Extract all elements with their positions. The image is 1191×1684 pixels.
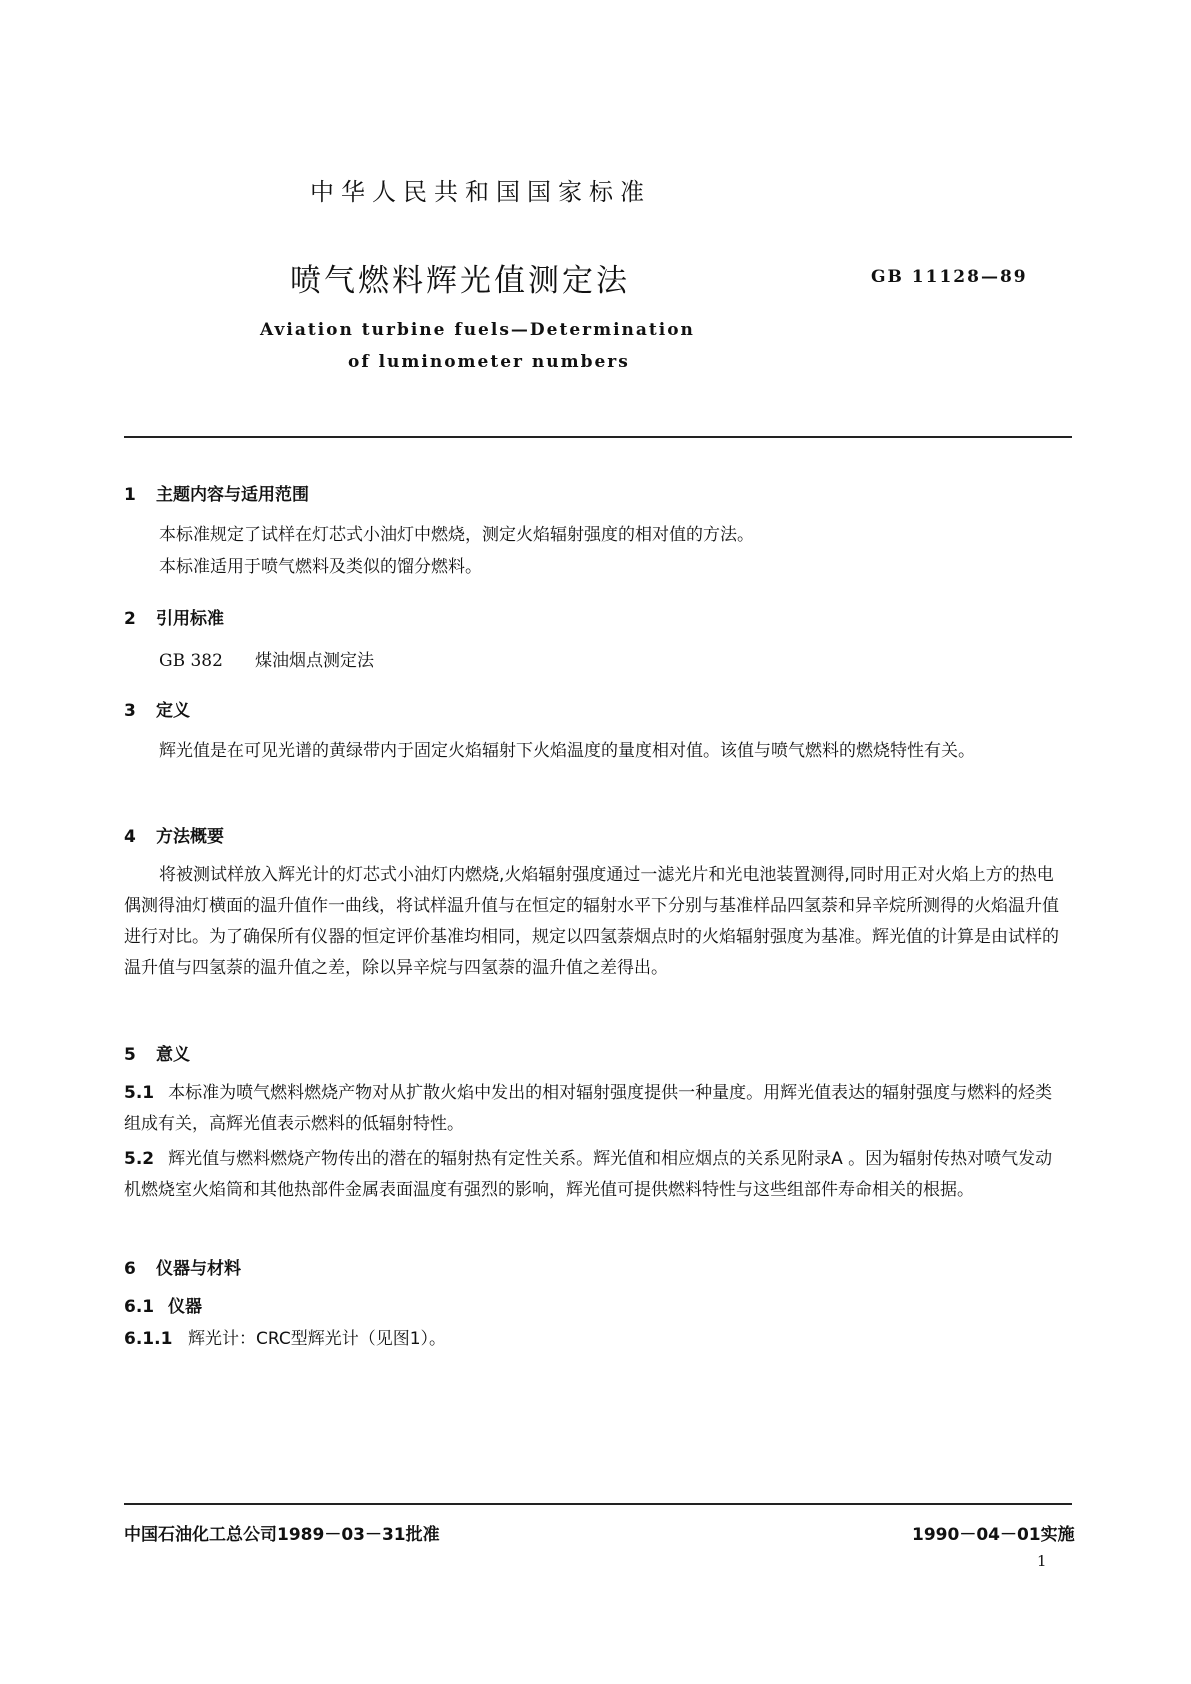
section-number: 4	[124, 827, 136, 847]
section-title: 引用标准	[156, 609, 224, 629]
section-4-heading	[124, 822, 224, 847]
clause-5-1	[124, 1078, 1064, 1140]
clause-text: 辉光值与燃料燃烧产物传出的潜在的辐射热有定性关系。辉光值和相应烟点的关系见附录A 。因为辐射传热对喷气发动机燃烧室火焰筒和其他热部件金属表面温度有强烈的影响，辉光值可提供燃料特性与这些组部件寿命相关的根据。	[124, 1149, 1053, 1200]
section-number: 6	[124, 1259, 136, 1279]
reference-name: 煤油烟点测定法	[255, 651, 374, 671]
effective-date: 1990－04－01实施	[912, 1525, 1075, 1545]
section-title: 意义	[156, 1045, 190, 1065]
clause-number: 5.1	[124, 1083, 155, 1103]
section-4-paragraph: 将被测试样放入辉光计的灯芯式小油灯内燃烧,火焰辐射强度通过一滤光片和光电池装置测得,同时用正对火焰上方的热电偶测得油灯横面的温升值作一曲线，将试样温升值与在恒定的辐射水平下分别与基准样品四氢萘和异辛烷所测得的火焰温升值进行对比。为了确保所有仪器的恒定评价基准均相同，规定以四氢萘烟点时的火焰辐射强度为基准。辉光值的计算是由试样的温升值与四氢萘的温升值之差，除以异辛烷与四氢萘的温升值之差得出。	[124, 865, 1059, 978]
clause-text: 本标准为喷气燃料燃烧产物对从扩散火焰中发出的相对辐射强度提供一种量度。用辉光值表达的辐射强度与燃料的烃类组成有关，高辉光值表示燃料的低辐射特性。	[124, 1083, 1053, 1134]
clause-text: 辉光计：CRC型辉光计（见图1）。	[188, 1329, 447, 1349]
section-title: 仪器与材料	[156, 1259, 241, 1279]
english-title-line2: of luminometer numbers	[348, 352, 630, 372]
clause-5-2	[124, 1144, 1064, 1206]
clause-number: 5.2	[124, 1149, 155, 1169]
section-1-paragraph-1: 本标准规定了试样在灯芯式小油灯中燃烧，测定火焰辐射强度的相对值的方法。	[159, 525, 754, 545]
section-number: 1	[124, 485, 136, 505]
subsection-number: 6.1	[124, 1297, 155, 1317]
clause-6-1-1	[124, 1324, 446, 1354]
issued-by-date: 中国石油化工总公司1989－03－31批准	[124, 1525, 440, 1545]
section-number: 5	[124, 1045, 136, 1065]
section-1-heading	[124, 480, 309, 505]
section-2-heading	[124, 604, 224, 629]
footer-divider	[124, 1503, 1072, 1505]
section-number: 2	[124, 609, 136, 629]
header-divider	[124, 436, 1072, 438]
section-title: 定义	[156, 701, 190, 721]
english-title-line1: Aviation turbine fuels—Determination	[260, 320, 695, 340]
reference-code: GB 382	[159, 651, 223, 671]
section-3-heading	[124, 696, 190, 721]
reference-item	[159, 646, 374, 676]
section-title: 方法概要	[156, 827, 224, 847]
section-6-heading	[124, 1254, 241, 1279]
section-5-heading	[124, 1040, 190, 1065]
subsection-title: 仪器	[168, 1297, 202, 1317]
clause-number: 6.1.1	[124, 1329, 173, 1349]
section-title: 主题内容与适用范围	[156, 485, 309, 505]
page-number: 1	[1037, 1552, 1047, 1570]
section-1-paragraph-2: 本标准适用于喷气燃料及类似的馏分燃料。	[159, 557, 482, 577]
national-standard-header: 中华人民共和国国家标准	[310, 178, 651, 206]
section-number: 3	[124, 701, 136, 721]
standard-code: GB 11128—89	[871, 267, 1028, 287]
subsection-6-1-heading	[124, 1292, 202, 1317]
page-title: 喷气燃料辉光值测定法	[290, 263, 630, 299]
section-3-paragraph: 辉光值是在可见光谱的黄绿带内于固定火焰辐射下火焰温度的量度相对值。该值与喷气燃料的燃烧特性有关。	[159, 741, 975, 761]
